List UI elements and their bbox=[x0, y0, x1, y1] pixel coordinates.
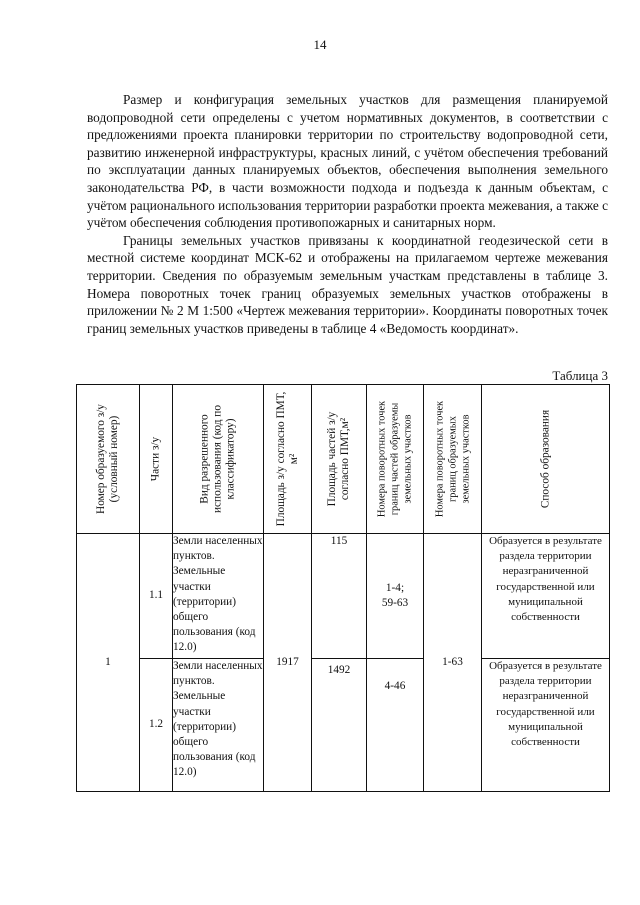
cell-method: Образуется в результате раздела территории неразграниченной государственной или муниципальной собственности bbox=[482, 659, 610, 792]
table-label: Таблица 3 bbox=[552, 368, 608, 383]
body-text bbox=[87, 91, 608, 337]
part-points-line: 1-4; bbox=[385, 581, 405, 594]
header-area: Площадь з/у согласно ПМТ, м² bbox=[264, 385, 312, 534]
header-part-points: Номера поворотных точек границ частей образуемы земельных участков bbox=[367, 385, 424, 534]
header-plot-number: Номер образуемого з/у (условный номер) bbox=[77, 385, 140, 534]
land-plots-table bbox=[76, 384, 610, 792]
cell-plot-points: 1-63 bbox=[424, 534, 482, 792]
cell-method: Образуется в результате раздела территории неразграниченной государственной или муниципальной собственности bbox=[482, 534, 610, 659]
page-number: 14 bbox=[313, 37, 327, 52]
header-method: Способ образования bbox=[482, 385, 610, 534]
cell-use-type: Земли населенных пунктов. Земельные участки (территории) общего пользования (код 12.0) bbox=[173, 659, 264, 792]
header-plot-points: Номера поворотных точек границ образуемых земельных участков bbox=[424, 385, 482, 534]
part-points-line: 59-63 bbox=[381, 597, 409, 609]
cell-use-type: Земли населенных пунктов. Земельные участки (территории) общего пользования (код 12.0) bbox=[173, 534, 264, 659]
table-row bbox=[77, 659, 610, 792]
table-row bbox=[77, 534, 610, 659]
cell-part-area: 1492 bbox=[312, 659, 367, 792]
cell-part-area: 115 bbox=[312, 534, 367, 659]
table-header-row bbox=[77, 385, 610, 534]
paragraph-1: Размер и конфигурация земельных участков для размещения планируемой водопроводной сети определены с учетом нормативных документов, в соответствии с предложениями проекта планировки территории по строительству водопроводной сети, развитию инженерной инфраструктуры, красных линий, с учётом обеспечения требований по эксплуатации данных планируемых объектов, обеспечения выполнения земельного законодательства РФ, в части возможности подхода и подъезда к данным объектам, с учётом рационального использования территории разработки проекта межевания, а также с учётом обеспечения соблюдения противопожарных и санитарных норм. bbox=[87, 92, 608, 231]
header-part-area: Площадь частей з/у согласно ПМТ,м² bbox=[312, 385, 367, 534]
header-parts: Части з/у bbox=[140, 385, 173, 534]
cell-part-points bbox=[367, 534, 424, 659]
cell-part: 1.2 bbox=[140, 659, 173, 792]
cell-plot-number: 1 bbox=[77, 534, 140, 792]
paragraph-2: Границы земельных участков привязаны к координатной геодезической сети в местной системе координат МСК-62 и отображены на прилагаемом чертеже межевания территории. Сведения по образуемым земельным участкам представлены в таблице 3. Номера поворотных точек границ образуемых земельных участков отображены в приложении № 2 М 1:500 «Чертеж межевания территории». Координаты поворотных точек границ земельных участков приведены в таблице 4 «Ведомость координат». bbox=[87, 232, 608, 336]
cell-area: 1917 bbox=[264, 534, 312, 792]
cell-part: 1.1 bbox=[140, 534, 173, 659]
header-use-type: Вид разрешенного использования (код по классификатору) bbox=[173, 385, 264, 534]
cell-part-points: 4-46 bbox=[367, 659, 424, 792]
